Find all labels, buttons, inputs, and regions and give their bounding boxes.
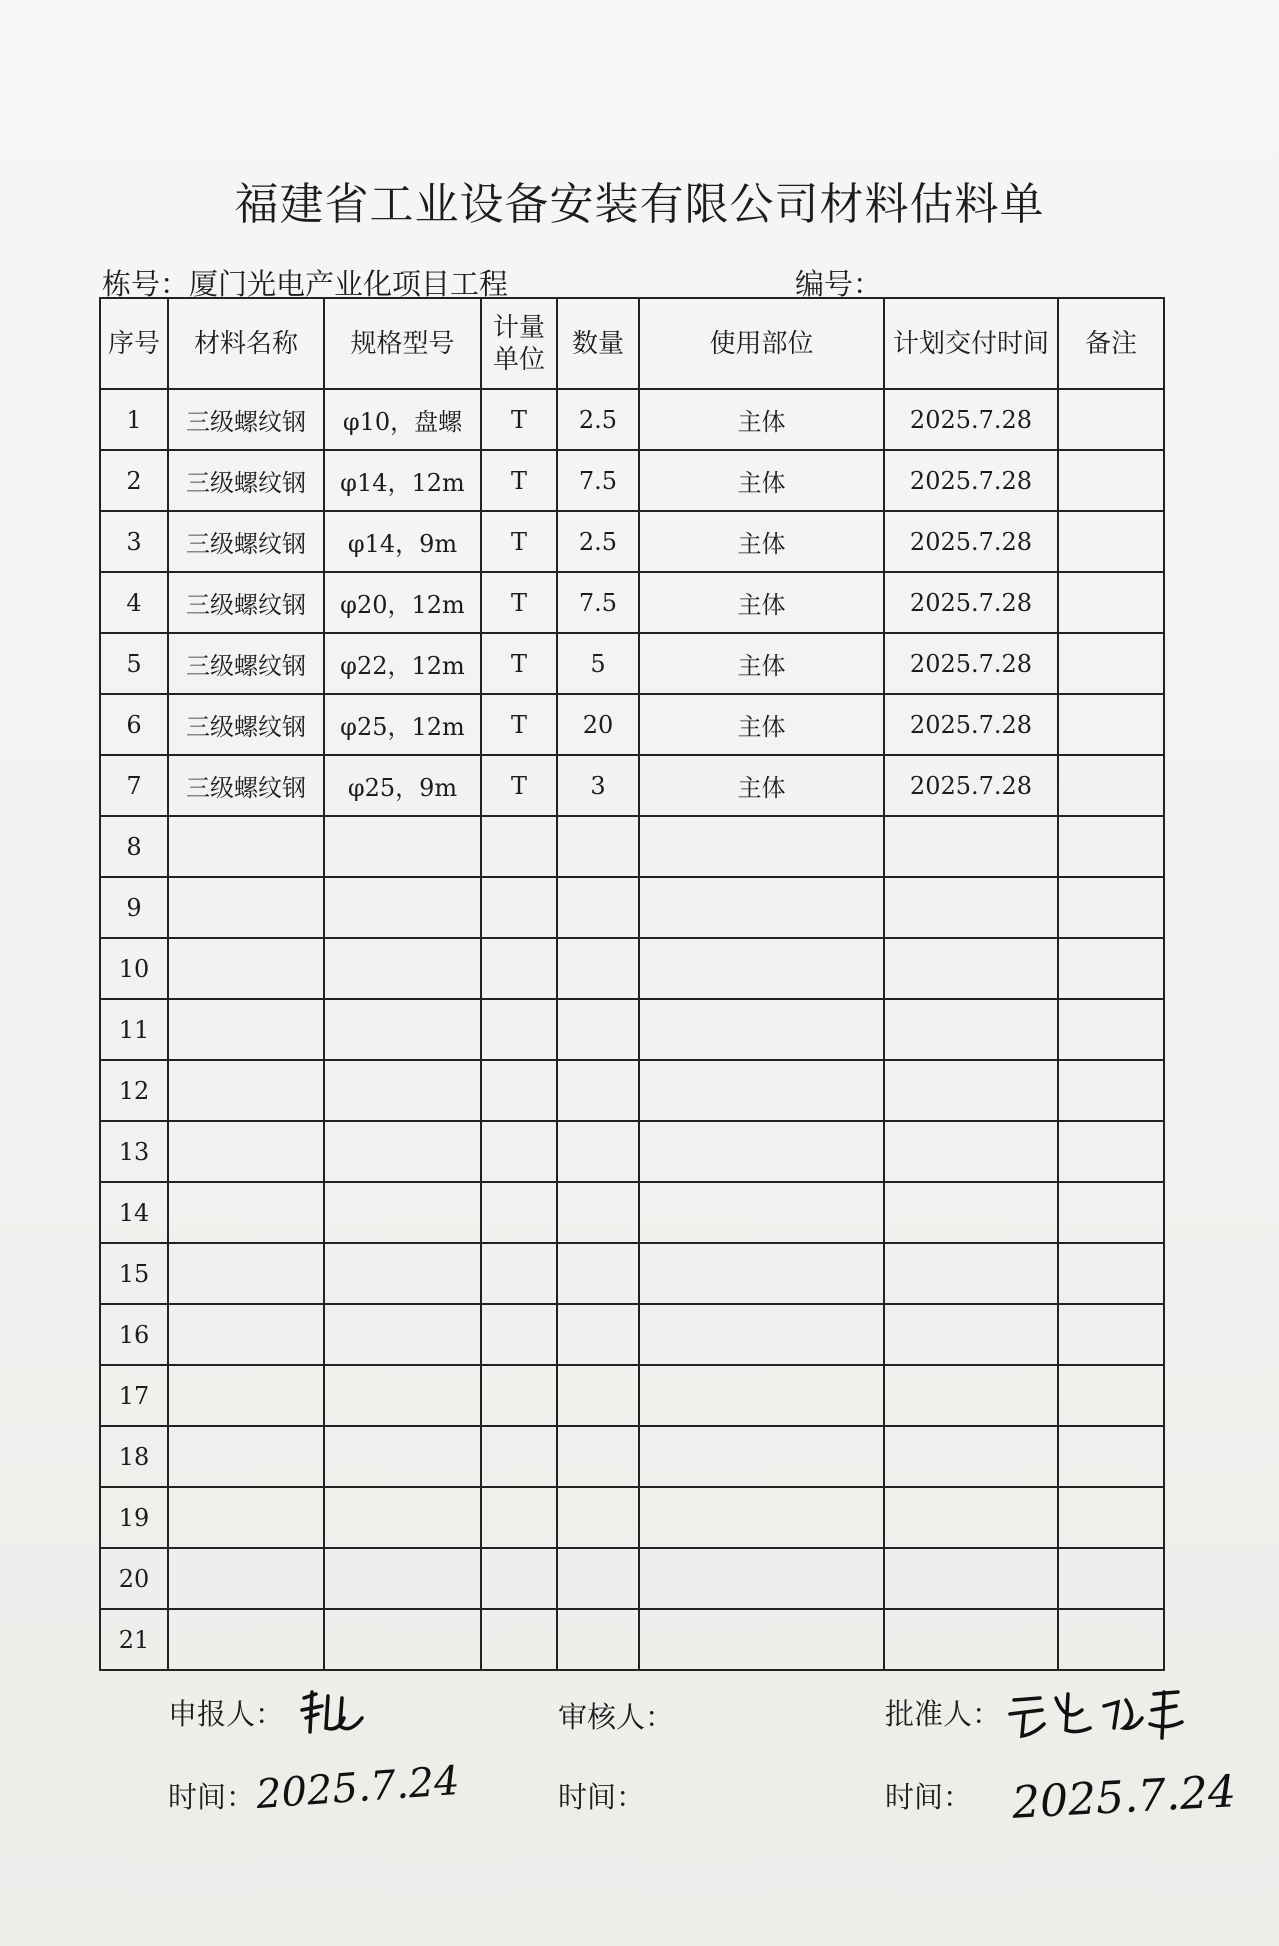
cell-index: 18 [100,1426,168,1487]
cell-name [168,816,324,877]
cell-note [1058,694,1164,755]
cell-qty [557,816,639,877]
cell-qty [557,1182,639,1243]
table-row [100,1243,1164,1304]
cell-delivery [884,1426,1058,1487]
cell-note [1058,1609,1164,1670]
cell-location: 主体 [639,694,884,755]
cell-delivery [884,877,1058,938]
header-delivery: 计划交付时间 [884,298,1058,389]
table-row [100,389,1164,450]
cell-unit [481,1365,557,1426]
cell-unit: T [481,633,557,694]
cell-unit [481,1426,557,1487]
form-title: 福建省工业设备安装有限公司材料估料单 [234,179,1045,230]
table-row [100,450,1164,511]
table-row [100,877,1164,938]
cell-name [168,1548,324,1609]
cell-unit [481,1121,557,1182]
cell-location [639,877,884,938]
reviewer-label: 审核人： [558,1700,675,1734]
cell-index: 4 [100,572,168,633]
cell-name: 三级螺纹钢 [168,755,324,816]
cell-note [1058,633,1164,694]
cell-unit [481,877,557,938]
header-index: 序号 [100,298,168,389]
header-spec: 规格型号 [324,298,481,389]
cell-spec [324,1487,481,1548]
cell-spec: φ10，盘螺 [324,389,481,450]
cell-spec [324,1609,481,1670]
cell-spec: φ25，12m [324,694,481,755]
cell-index: 20 [100,1548,168,1609]
cell-index: 9 [100,877,168,938]
cell-qty: 7.5 [557,572,639,633]
cell-qty: 7.5 [557,450,639,511]
cell-note [1058,450,1164,511]
cell-spec: φ14，12m [324,450,481,511]
cell-qty: 20 [557,694,639,755]
cell-note [1058,999,1164,1060]
number-label: 编号： [795,267,883,301]
header-unit [481,298,557,389]
cell-index: 13 [100,1121,168,1182]
cell-qty: 5 [557,633,639,694]
reviewer-time-label: 时间： [558,1780,646,1814]
cell-index: 7 [100,755,168,816]
cell-index: 6 [100,694,168,755]
header-unit-line2: 单位 [492,344,545,375]
cell-name [168,1304,324,1365]
cell-location [639,1121,884,1182]
cell-delivery: 2025.7.28 [884,572,1058,633]
table-row [100,1609,1164,1670]
cell-unit: T [481,450,557,511]
cell-delivery [884,1182,1058,1243]
table-row [100,1365,1164,1426]
cell-qty [557,877,639,938]
cell-spec [324,1548,481,1609]
cell-qty [557,999,639,1060]
cell-name [168,1426,324,1487]
cell-name: 三级螺纹钢 [168,389,324,450]
cell-location [639,1426,884,1487]
cell-delivery: 2025.7.28 [884,511,1058,572]
cell-note [1058,1060,1164,1121]
cell-index: 3 [100,511,168,572]
approver-label: 批准人： [885,1697,1002,1731]
cell-spec [324,999,481,1060]
cell-index: 16 [100,1304,168,1365]
building-label: 栋号：厦门光电产业化项目工程 [102,267,509,301]
cell-location [639,1609,884,1670]
header-note: 备注 [1058,298,1164,389]
cell-name: 三级螺纹钢 [168,694,324,755]
cell-unit [481,816,557,877]
cell-qty [557,1060,639,1121]
cell-delivery [884,999,1058,1060]
cell-unit [481,1182,557,1243]
cell-location: 主体 [639,633,884,694]
cell-qty: 3 [557,755,639,816]
cell-name: 三级螺纹钢 [168,633,324,694]
table-row [100,1121,1164,1182]
cell-delivery [884,1243,1058,1304]
approver-signature [1006,1684,1186,1744]
cell-note [1058,1426,1164,1487]
cell-index: 19 [100,1487,168,1548]
cell-name [168,938,324,999]
cell-note [1058,511,1164,572]
cell-delivery [884,1121,1058,1182]
cell-delivery: 2025.7.28 [884,755,1058,816]
cell-note [1058,1365,1164,1426]
cell-unit [481,1243,557,1304]
cell-location [639,1548,884,1609]
table-row [100,938,1164,999]
cell-qty [557,1426,639,1487]
cell-location [639,1304,884,1365]
cell-location: 主体 [639,572,884,633]
applicant-label: 申报人： [168,1697,285,1731]
cell-note [1058,755,1164,816]
cell-delivery [884,1609,1058,1670]
cell-name: 三级螺纹钢 [168,572,324,633]
cell-index: 1 [100,389,168,450]
cell-location [639,1487,884,1548]
cell-note [1058,1487,1164,1548]
cell-qty [557,1243,639,1304]
cell-unit [481,1548,557,1609]
cell-unit [481,999,557,1060]
approver-date: 2025.7.24 [1010,1766,1238,1829]
cell-qty [557,1487,639,1548]
cell-qty [557,1609,639,1670]
cell-name [168,1487,324,1548]
cell-note [1058,816,1164,877]
cell-location [639,999,884,1060]
cell-unit: T [481,389,557,450]
cell-location [639,816,884,877]
cell-unit: T [481,755,557,816]
applicant-signature [298,1688,368,1740]
cell-spec: φ25，9m [324,755,481,816]
cell-unit [481,1487,557,1548]
cell-note [1058,1243,1164,1304]
approver-time-label: 时间： [885,1780,973,1814]
cell-spec [324,1304,481,1365]
cell-location: 主体 [639,389,884,450]
cell-index: 5 [100,633,168,694]
table-row [100,1426,1164,1487]
cell-location [639,938,884,999]
cell-spec: φ14，9m [324,511,481,572]
cell-index: 2 [100,450,168,511]
cell-spec [324,1182,481,1243]
cell-name [168,1609,324,1670]
cell-unit: T [481,694,557,755]
table-row [100,694,1164,755]
cell-qty [557,1365,639,1426]
cell-qty [557,1548,639,1609]
cell-delivery [884,1304,1058,1365]
cell-delivery: 2025.7.28 [884,694,1058,755]
table-row [100,755,1164,816]
cell-note [1058,938,1164,999]
applicant-date: 2025.7.24 [254,1757,461,1819]
cell-index: 11 [100,999,168,1060]
cell-note [1058,572,1164,633]
header-location: 使用部位 [639,298,884,389]
table-row [100,999,1164,1060]
cell-index: 14 [100,1182,168,1243]
cell-location: 主体 [639,450,884,511]
cell-unit: T [481,511,557,572]
cell-name [168,877,324,938]
cell-delivery [884,938,1058,999]
cell-qty [557,938,639,999]
cell-delivery: 2025.7.28 [884,450,1058,511]
cell-name [168,1365,324,1426]
table-row [100,1060,1164,1121]
cell-unit [481,938,557,999]
header-name: 材料名称 [168,298,324,389]
cell-spec [324,1121,481,1182]
cell-index: 21 [100,1609,168,1670]
table-row [100,572,1164,633]
cell-delivery [884,1548,1058,1609]
table-header-row [100,298,1164,389]
cell-delivery [884,1487,1058,1548]
cell-note [1058,389,1164,450]
cell-index: 12 [100,1060,168,1121]
cell-delivery [884,1060,1058,1121]
cell-location [639,1243,884,1304]
cell-location: 主体 [639,755,884,816]
table-row [100,1548,1164,1609]
cell-unit [481,1609,557,1670]
cell-note [1058,877,1164,938]
cell-delivery: 2025.7.28 [884,389,1058,450]
table-row [100,511,1164,572]
table-row [100,1304,1164,1365]
cell-qty: 2.5 [557,389,639,450]
cell-delivery [884,816,1058,877]
cell-spec [324,1243,481,1304]
cell-index: 15 [100,1243,168,1304]
cell-spec [324,1426,481,1487]
cell-name [168,1182,324,1243]
cell-location [639,1060,884,1121]
cell-note [1058,1548,1164,1609]
cell-qty: 2.5 [557,511,639,572]
cell-qty [557,1304,639,1365]
table-row [100,1487,1164,1548]
cell-spec: φ22，12m [324,633,481,694]
cell-name: 三级螺纹钢 [168,450,324,511]
cell-spec: φ20，12m [324,572,481,633]
cell-name [168,1060,324,1121]
cell-note [1058,1304,1164,1365]
table-row [100,633,1164,694]
cell-delivery [884,1365,1058,1426]
cell-spec [324,1365,481,1426]
cell-unit: T [481,572,557,633]
cell-spec [324,938,481,999]
header-qty: 数量 [557,298,639,389]
materials-table [99,297,1165,1671]
applicant-time-label: 时间： [168,1780,256,1814]
cell-name [168,1243,324,1304]
cell-name: 三级螺纹钢 [168,511,324,572]
cell-spec [324,816,481,877]
table-row [100,1182,1164,1243]
cell-index: 8 [100,816,168,877]
cell-note [1058,1121,1164,1182]
cell-index: 17 [100,1365,168,1426]
table-row [100,816,1164,877]
cell-delivery: 2025.7.28 [884,633,1058,694]
cell-unit [481,1060,557,1121]
cell-spec [324,877,481,938]
cell-index: 10 [100,938,168,999]
cell-name [168,1121,324,1182]
cell-spec [324,1060,481,1121]
cell-note [1058,1182,1164,1243]
cell-unit [481,1304,557,1365]
cell-name [168,999,324,1060]
header-unit-line1: 计量 [492,312,545,343]
cell-location [639,1365,884,1426]
cell-location [639,1182,884,1243]
cell-qty [557,1121,639,1182]
cell-location: 主体 [639,511,884,572]
